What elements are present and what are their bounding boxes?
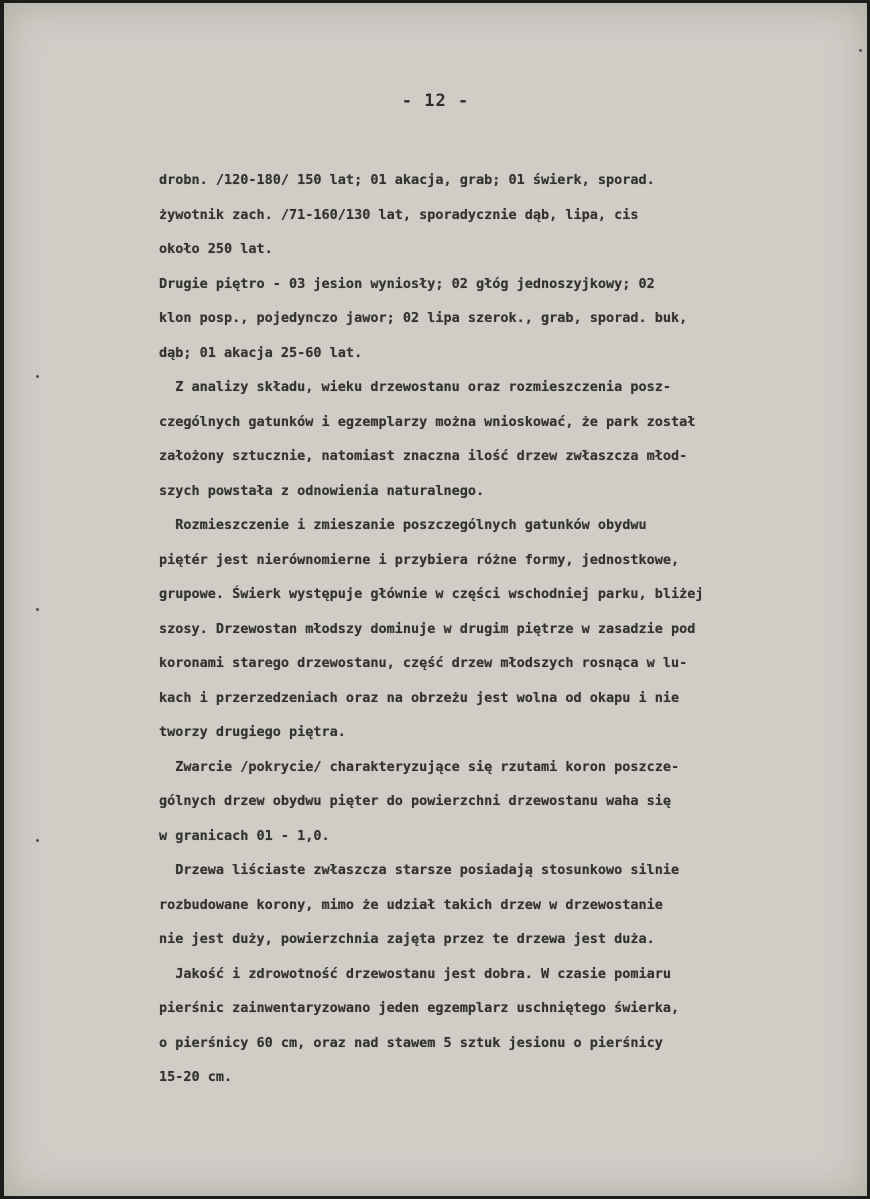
text-line: Rozmieszczenie i zmieszanie poszczególnych gatunków obydwu — [159, 517, 647, 533]
text-line: piętér jest nierównomierne i przybiera różne formy, jednostkowe, — [159, 551, 680, 568]
text-line: 15-20 cm. — [159, 1069, 233, 1085]
text-line: dąb; 01 akacja 25-60 lat. — [159, 344, 363, 361]
scan-speck — [36, 608, 39, 611]
scan-speck — [859, 49, 862, 52]
text-line: rozbudowane korony, mimo że udział takich drzew w drzewostanie — [159, 896, 663, 913]
body-text — [159, 163, 867, 1095]
text-line: nie jest duży, powierzchnia zajęta przez te drzewa jest duża. — [159, 931, 655, 947]
text-line: Z analizy składu, wieku drzewostanu oraz rozmieszczenia posz- — [159, 379, 672, 395]
text-line: w granicach 01 - 1,0. — [159, 827, 330, 844]
scan-speck — [36, 375, 39, 378]
text-line: szych powstała z odnowienia naturalnego. — [159, 482, 485, 499]
text-line: szosy. Drzewostan młodszy dominuje w drugim piętrze w zasadzie pod — [159, 620, 696, 637]
text-line: grupowe. Świerk występuje głównie w części wschodniej parku, bliżej — [159, 586, 704, 602]
text-line: klon posp., pojedynczo jawor; 02 lipa szerok., grab, sporad. buk, — [159, 310, 688, 326]
document-page — [4, 3, 867, 1196]
text-line: gólnych drzew obydwu pięter do powierzchni drzewostanu waha się — [159, 793, 672, 809]
text-line: Zwarcie /pokrycie/ charakteryzujące się rzutami koron poszcze- — [159, 758, 680, 775]
text-line: pierśnic zainwentaryzowano jeden egzemplarz uschniętego świerka, — [159, 1000, 680, 1016]
text-line: kach i przerzedzeniach oraz na obrzeżu jest wolna od okapu i nie — [159, 689, 680, 706]
text-line: koronami starego drzewostanu, część drzew młodszych rosnąca w lu- — [159, 655, 688, 671]
text-line: czególnych gatunków i egzemplarzy można wnioskować, że park został — [159, 413, 696, 430]
text-line: drobn. /120-180/ 150 lat; 01 akacja, grab; 01 świerk, sporad. — [159, 172, 655, 188]
text-line: Drzewa liściaste zwłaszcza starsze posiadają stosunkowo silnie — [159, 862, 680, 878]
text-line: Jakość i zdrowotność drzewostanu jest dobra. W czasie pomiaru — [159, 965, 672, 982]
scan-speck — [36, 839, 39, 842]
text-line: o pierśnicy 60 cm, oraz nad stawem 5 sztuk jesionu o pierśnicy — [159, 1034, 663, 1051]
text-line: około 250 lat. — [159, 241, 273, 257]
text-line: Drugie piętro - 03 jesion wyniosły; 02 głóg jednoszyjkowy; 02 — [159, 275, 655, 292]
text-line: założony sztucznie, natomiast znaczna ilość drzew zwłaszcza młod- — [159, 448, 688, 464]
text-line: żywotnik zach. /71-160/130 lat, sporadycznie dąb, lipa, cis — [159, 206, 639, 223]
page-number: - 12 - — [401, 91, 470, 111]
text-line: tworzy drugiego piętra. — [159, 724, 346, 740]
